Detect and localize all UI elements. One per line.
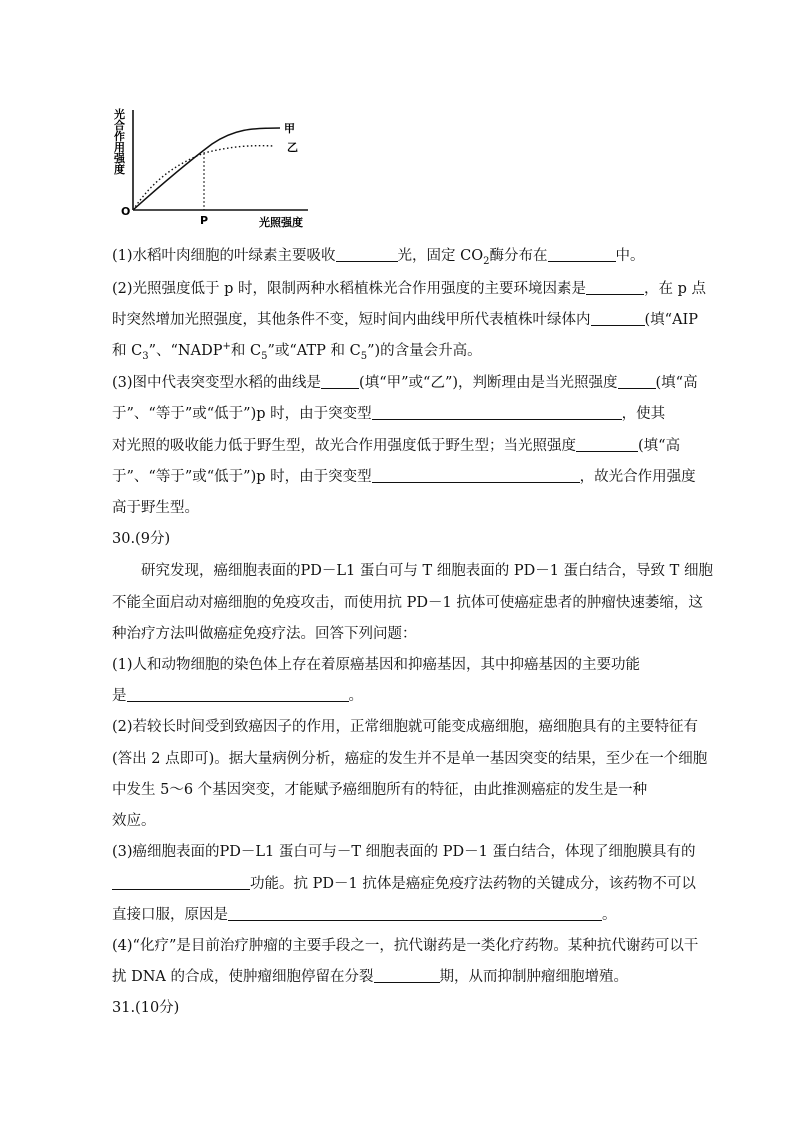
q2-text: (2)光照强度低于 p 时，限制两种水稻植株光合作用强度的主要环境因素是 bbox=[112, 281, 587, 297]
q3-text: (填“高 bbox=[638, 438, 681, 454]
q30-text: 种治疗方法叫做癌症免疫疗法。回答下列问题： bbox=[112, 626, 417, 642]
q30-text: 是 bbox=[112, 688, 127, 704]
q30-text: 不能全面启动对癌细胞的免疫攻击，而使用抗 PD－1 抗体可使癌症患者的肿瘤快速萎缩，这 bbox=[112, 595, 703, 611]
q2-text: 和 C bbox=[112, 343, 143, 359]
q2-line-3 bbox=[112, 341, 682, 361]
q30-s3-line-2 bbox=[112, 874, 696, 894]
answer-blank[interactable] bbox=[548, 247, 616, 262]
y-axis-char: 作 bbox=[114, 130, 125, 143]
q2-line-2 bbox=[112, 310, 699, 330]
curve-a bbox=[133, 128, 280, 210]
q3-text: (3)图中代表突变型水稻的曲线是 bbox=[112, 375, 322, 391]
curve-b-label: 乙 bbox=[287, 141, 298, 154]
q30-s2-line-2 bbox=[112, 749, 708, 769]
q30-intro-1 bbox=[112, 561, 713, 581]
q30-text: 功能。抗 PD－1 抗体是癌症免疫疗法药物的关键成分，该药物不可以 bbox=[250, 876, 696, 892]
answer-blank[interactable] bbox=[372, 468, 580, 483]
q30-s2-line-1 bbox=[112, 717, 699, 737]
q30-text: 期，从而抑制肿瘤细胞增殖。 bbox=[439, 969, 629, 985]
q3-text: 高于野生型。 bbox=[112, 500, 199, 516]
q30-text: (2)若较长时间受到致癌因子的作用，正常细胞就可能变成癌细胞，癌细胞具有的主要特征有 bbox=[112, 719, 699, 735]
q30-s1-line-1 bbox=[112, 655, 682, 675]
q3-line-1 bbox=[112, 373, 698, 393]
q30-s3-line-1 bbox=[112, 842, 696, 862]
answer-blank[interactable] bbox=[586, 280, 644, 295]
answer-blank[interactable] bbox=[112, 875, 250, 890]
subscript: 2 bbox=[483, 255, 490, 267]
q2-text: ”)的含量会升高。 bbox=[367, 343, 482, 359]
origin-label: O bbox=[121, 205, 131, 218]
p-tick-label: P bbox=[200, 214, 209, 227]
q2-text: 时突然增加光照强度，其他条件不变，短时间内曲线甲所代表植株叶绿体内 bbox=[112, 312, 591, 328]
x-axis-label: 光照强度 bbox=[259, 216, 303, 229]
q2-text: ，在 p 点 bbox=[644, 281, 707, 297]
q30-text: 。 bbox=[348, 688, 363, 704]
q30-text: 。 bbox=[602, 907, 617, 923]
q30-s4-line-2 bbox=[112, 967, 682, 987]
q2-text: (填“AIP bbox=[644, 312, 699, 328]
answer-blank[interactable] bbox=[228, 906, 602, 921]
answer-blank[interactable] bbox=[127, 687, 349, 702]
q31-heading bbox=[112, 998, 682, 1018]
y-axis-char: 度 bbox=[114, 163, 125, 176]
q30-text: 效应。 bbox=[112, 813, 156, 829]
answer-blank[interactable] bbox=[374, 968, 440, 983]
subscript: 5 bbox=[261, 350, 268, 362]
q3-line-2 bbox=[112, 404, 682, 424]
q3-line-5 bbox=[112, 498, 682, 518]
q30-intro-2 bbox=[112, 593, 703, 613]
q30-s3-line-3 bbox=[112, 905, 682, 925]
answer-blank[interactable] bbox=[618, 374, 656, 389]
answer-blank[interactable] bbox=[591, 311, 645, 326]
y-axis-char: 光 bbox=[114, 108, 125, 121]
answer-blank[interactable] bbox=[576, 437, 638, 452]
answer-blank[interactable] bbox=[336, 247, 398, 262]
q3-text: (填“甲”或“乙”)，判断理由是当光照强度 bbox=[359, 375, 618, 391]
q30-text: (4)“化疗”是目前治疗肿瘤的主要手段之一，抗代谢药是一类化疗药物。某种抗代谢药可以干 bbox=[112, 938, 699, 954]
q1-line bbox=[112, 246, 682, 266]
q30-s4-line-1 bbox=[112, 936, 699, 956]
y-axis-char: 合 bbox=[114, 119, 125, 132]
q1-text: 酶分布在 bbox=[489, 248, 548, 264]
answer-blank[interactable] bbox=[372, 405, 622, 420]
q3-text: (填“高 bbox=[655, 375, 698, 391]
q30-text: (1)人和动物细胞的染色体上存在着原癌基因和抑癌基因，其中抑癌基因的主要功能 bbox=[112, 657, 641, 673]
q3-line-3 bbox=[112, 436, 682, 456]
photosynthesis-figure bbox=[112, 104, 312, 232]
q2-text: ”或“ATP 和 C bbox=[267, 343, 361, 359]
q3-text: 于”、“等于”或“低于”)p 时，由于突变型 bbox=[112, 469, 372, 485]
answer-blank[interactable] bbox=[321, 374, 359, 389]
q30-s2-line-4 bbox=[112, 811, 682, 831]
q1-text: (1)水稻叶肉细胞的叶绿素主要吸收 bbox=[112, 248, 336, 264]
q1-text: 中。 bbox=[615, 248, 645, 264]
subscript: 5 bbox=[360, 350, 368, 362]
question-number: 31.(10分) bbox=[112, 1000, 180, 1016]
q30-text: 研究发现，癌细胞表面的PD－L1 蛋白可与 T 细胞表面的 PD－1 蛋白结合，导致 T 细胞 bbox=[141, 563, 713, 579]
q3-text: 于”、“等于”或“低于”)p 时，由于突变型 bbox=[112, 406, 372, 422]
photosynthesis-chart bbox=[112, 104, 312, 232]
q3-text: 对光照的吸收能力低于野生型，故光合作用强度低于野生型；当光照强度 bbox=[112, 438, 576, 454]
q2-text: ”、“NADP bbox=[148, 343, 223, 359]
q30-text: 扰 DNA 的合成，使肿瘤细胞停留在分裂 bbox=[112, 969, 374, 985]
q30-text: (3)癌细胞表面的PD－L1 蛋白可与－T 细胞表面的 PD－1 蛋白结合，体现了细胞膜具有的 bbox=[112, 844, 696, 860]
q30-heading bbox=[112, 529, 682, 549]
q2-text: 和 C bbox=[230, 343, 262, 359]
q30-text: 中发生 5～6 个基因突变，才能赋予癌细胞所有的特征，由此推测癌症的发生是一种 bbox=[112, 782, 648, 798]
q30-s2-line-3 bbox=[112, 780, 682, 800]
curve-a-label: 甲 bbox=[284, 122, 295, 135]
q1-text: 光，固定 CO bbox=[397, 248, 484, 264]
q3-text: ，故光合作用强度 bbox=[579, 469, 696, 485]
question-number: 30.(9分) bbox=[112, 531, 171, 547]
q2-line-1 bbox=[112, 279, 707, 299]
y-axis-char: 用 bbox=[114, 141, 125, 154]
y-axis-char: 强 bbox=[114, 152, 125, 165]
subscript: 3 bbox=[142, 350, 149, 362]
q30-text: 直接口服，原因是 bbox=[112, 907, 228, 923]
q3-line-4 bbox=[112, 467, 696, 487]
q30-text: (答出 2 点即可)。据大量病例分析，癌症的发生并不是单一基因突变的结果，至少在一个细胞 bbox=[112, 751, 708, 767]
q30-intro-3 bbox=[112, 624, 682, 644]
q3-text: ，使其 bbox=[621, 406, 666, 422]
superscript: + bbox=[222, 341, 231, 353]
q30-s1-line-2 bbox=[112, 686, 682, 706]
